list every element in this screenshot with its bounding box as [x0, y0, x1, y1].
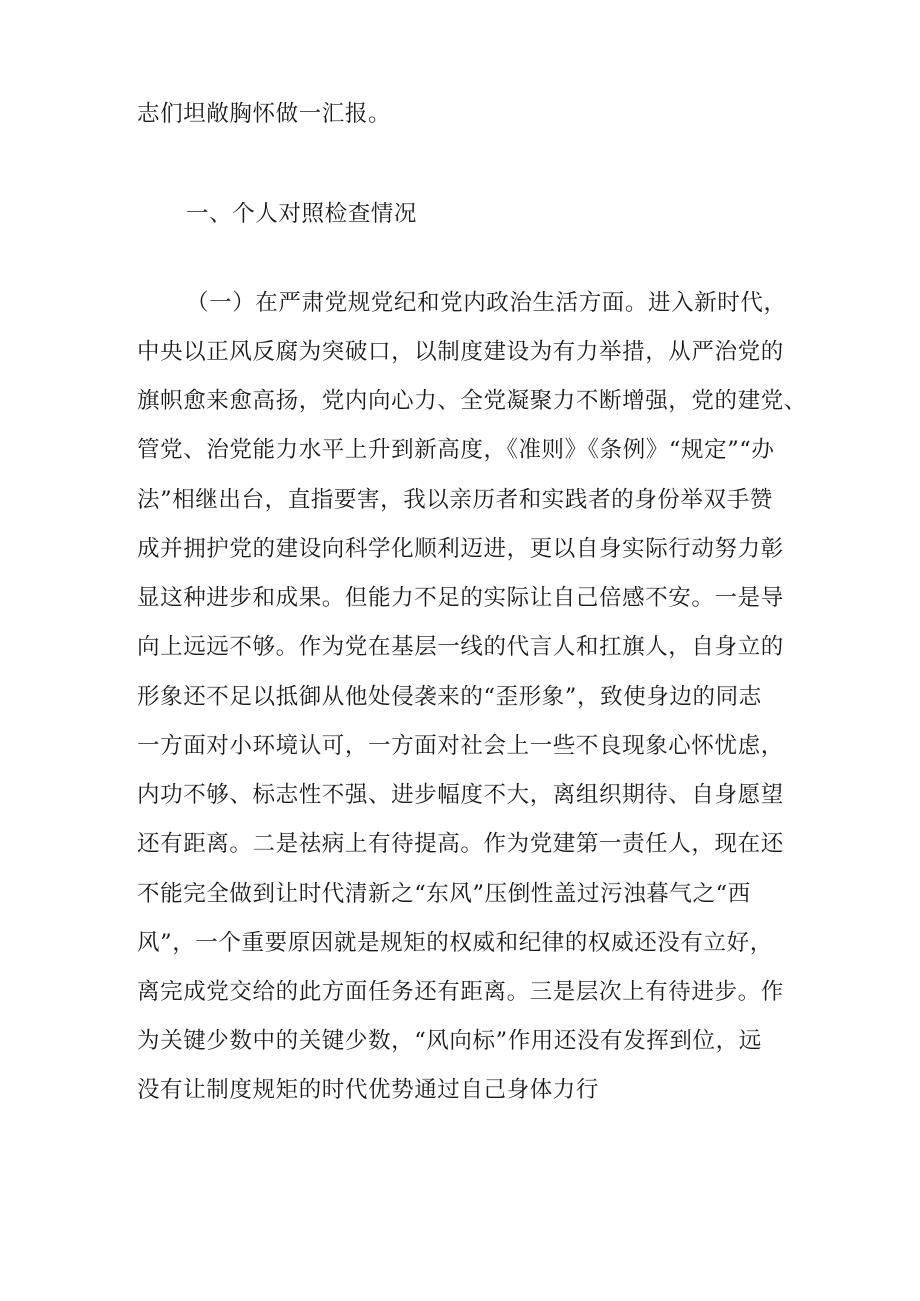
- paragraph-line: （一）在严肃党规党纪和党内政治生活方面。进入新时代，: [186, 290, 787, 316]
- paragraph-line: 向上远远不够。作为党在基层一线的代言人和扛旗人，自身立的: [137, 634, 784, 660]
- paragraph-line: 没有让制度规矩的时代优势通过自己身体力行: [137, 1077, 600, 1103]
- paragraph-line: 为关键少数中的关键少数，“风向标”作用还没有发挥到位，远: [137, 1028, 762, 1054]
- paragraph-line: 法”相继出台，直指要害，我以亲历者和实践者的身份举双手赞: [137, 487, 773, 513]
- paragraph-line: 内功不够、标志性不强、进步幅度不大，离组织期待、自身愿望: [137, 782, 784, 808]
- paragraph-line: 管党、治党能力水平上升到新高度，《准则》《条例》“规定”“办: [137, 437, 775, 463]
- paragraph-line: 风”，一个重要原因就是规矩的权威和纪律的权威还没有立好，: [137, 930, 773, 956]
- paragraph-line: 形象还不足以抵御从他处侵袭来的“歪形象”，致使身边的同志: [137, 684, 762, 710]
- paragraph-line: 成并拥护党的建设向科学化顺利迈进，更以自身实际行动努力彰: [137, 536, 784, 562]
- paragraph-line: 旗帜愈来愈高扬，党内向心力、全党凝聚力不断增强，党的建党、: [137, 388, 807, 414]
- paragraph-line: 离完成党交给的此方面任务还有距离。三是层次上有待进步。作: [137, 979, 784, 1005]
- paragraph-line: 不能完全做到让时代清新之“东风”压倒性盖过污浊暮气之“西: [137, 881, 751, 907]
- paragraph-line: 一方面对小环境认可，一方面对社会上一些不良现象心怀忧虑，: [137, 733, 784, 759]
- opening-line: 志们坦敞胸怀做一汇报。: [137, 101, 392, 127]
- paragraph-line: 中央以正风反腐为突破口，以制度建设为有力举措，从严治党的: [137, 339, 784, 365]
- section-heading: 一、个人对照检查情况: [186, 201, 418, 227]
- paragraph-line: 还有距离。二是祛病上有待提高。作为党建第一责任人，现在还: [137, 831, 784, 857]
- paragraph-line: 显这种进步和成果。但能力不足的实际让自己倍感不安。一是导: [137, 585, 784, 611]
